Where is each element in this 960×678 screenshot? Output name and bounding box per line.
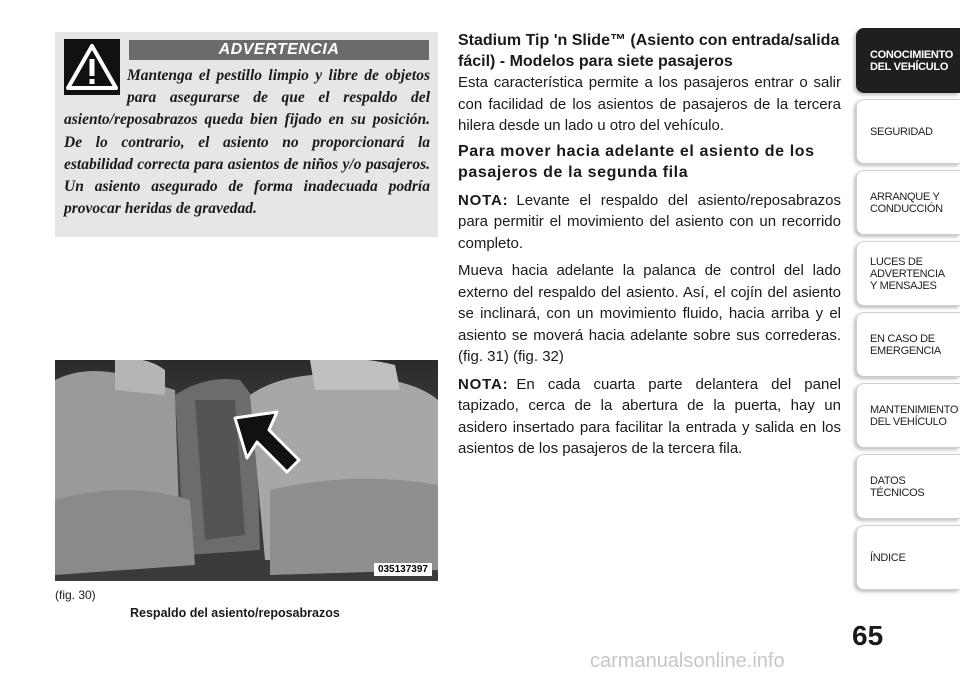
tab-arranque[interactable]: ARRANQUE Y CONDUCCIÓN: [856, 170, 960, 235]
section-title: Stadium Tip 'n Slide™ (Asiento con entrada/salida fácil) - Modelos para siete pasajeros: [458, 32, 840, 70]
note-2: NOTA: En cada cuarta parte delantera del panel tapizado, cerca de la abertura de la puerta, hay un asidero insertado para facilitar la entrada y salida en los asientos de los pasajeros de la tercera fila.: [458, 375, 841, 457]
warning-box: [55, 32, 438, 237]
warning-heading: ADVERTENCIA: [129, 40, 429, 60]
content-column: [458, 30, 841, 460]
note-label: NOTA:: [458, 375, 509, 393]
instruction-paragraph: Mueva hacia adelante la palanca de control del lado externo del respaldo del asiento. Así, el cojín del asiento se inclinará, con un movimiento fluido, hacia arriba y el asiento se moverá hacia adelante sobre sus correderas. (fig. 31) (fig. 32): [458, 262, 841, 365]
tab-seguridad[interactable]: SEGURIDAD: [856, 99, 960, 164]
tab-luces[interactable]: LUCES DE ADVERTENCIA Y MENSAJES: [856, 241, 960, 306]
tab-emergencia[interactable]: EN CASO DE EMERGENCIA: [856, 312, 960, 377]
intro-paragraph: Esta característica permite a los pasajeros entrar o salir con facilidad de los asientos de pasajeros de la tercera hilera desde un lado u otro del vehículo.: [458, 74, 841, 134]
watermark: carmanualsonline.info: [590, 650, 785, 672]
figure-number: (fig. 30): [55, 588, 96, 602]
note-label: NOTA:: [458, 191, 509, 209]
page-number: 65: [852, 620, 884, 651]
figure-code: 035137397: [374, 563, 432, 576]
tab-mantenimiento[interactable]: MANTENIMIENTO DEL VEHÍCULO: [856, 383, 960, 448]
tab-conocimiento[interactable]: CONOCIMIENTO DEL VEHÍCULO: [856, 28, 960, 93]
warning-text: Mantenga el pestillo limpio y libre de objetos para asegurarse de que el respaldo del asiento/reposabrazos queda bien fijado en su posición. De lo contrario, el asiento no proporcionará la estabilidad correcta para asientos de niños y/o pasajeros. Un asiento asegurado de forma inadecuada podría provocar heridas de gravedad.: [64, 67, 430, 218]
subsection-title: Para mover hacia adelante el asiento de los pasajeros de la segunda fila: [458, 142, 815, 181]
tab-indice[interactable]: ÍNDICE: [856, 525, 960, 590]
chapter-tabs: [856, 28, 960, 596]
note-1: NOTA: Levante el respaldo del asiento/reposabrazos para permitir el movimiento del asiento con un recorrido completo.: [458, 191, 841, 252]
seat-photo: [55, 360, 438, 581]
figure-caption: Respaldo del asiento/reposabrazos: [130, 606, 340, 620]
tab-datos[interactable]: DATOS TÉCNICOS: [856, 454, 960, 519]
